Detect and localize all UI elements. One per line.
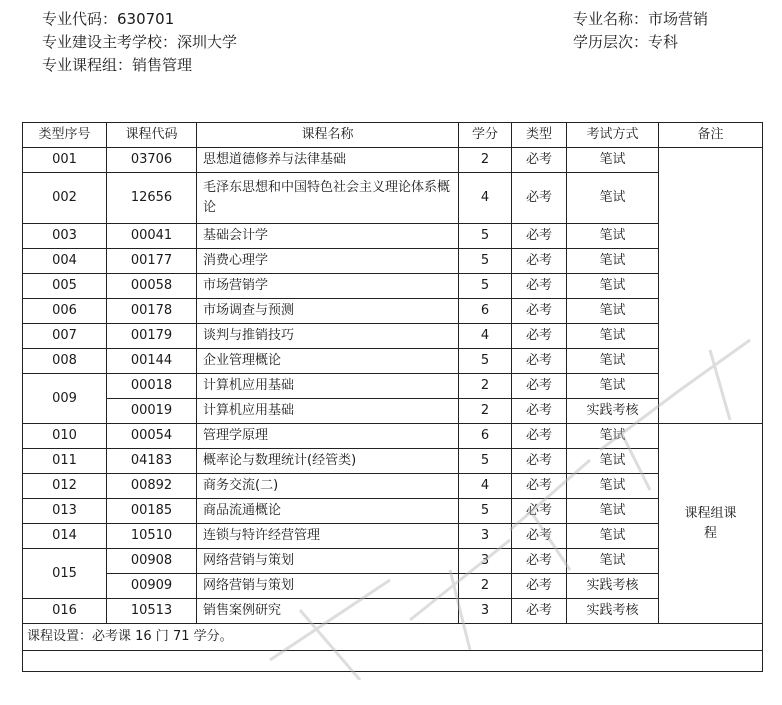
cell-type: 必考	[512, 324, 567, 349]
cell-code: 00892	[107, 474, 197, 499]
cell-type: 必考	[512, 173, 567, 224]
cell-exam: 笔试	[567, 299, 659, 324]
cell-code: 00185	[107, 499, 197, 524]
cell-credit: 4	[459, 173, 512, 224]
cell-seq: 005	[23, 274, 107, 299]
cell-code: 04183	[107, 449, 197, 474]
cell-type: 必考	[512, 274, 567, 299]
school: 专业建设主考学校：深圳大学	[42, 33, 238, 51]
col-header-code: 课程代码	[107, 123, 197, 148]
cell-seq: 016	[23, 599, 107, 624]
cell-name: 消费心理学	[197, 249, 459, 274]
cell-seq: 007	[23, 324, 107, 349]
cell-exam: 笔试	[567, 449, 659, 474]
table-row	[23, 173, 763, 224]
cell-code: 00054	[107, 424, 197, 449]
cell-name: 企业管理概论	[197, 349, 459, 374]
cell-seq: 013	[23, 499, 107, 524]
cell-exam: 笔试	[567, 499, 659, 524]
cell-type: 必考	[512, 524, 567, 549]
table-row	[23, 274, 763, 299]
cell-exam: 笔试	[567, 549, 659, 574]
cell-code: 00178	[107, 299, 197, 324]
cell-name: 基础会计学	[197, 224, 459, 249]
cell-credit: 6	[459, 299, 512, 324]
table-row	[23, 249, 763, 274]
table-header-row	[23, 123, 763, 148]
header-left	[42, 8, 237, 77]
cell-seq: 012	[23, 474, 107, 499]
cell-seq: 011	[23, 449, 107, 474]
cell-type: 必考	[512, 474, 567, 499]
cell-exam: 实践考核	[567, 574, 659, 599]
cell-seq: 008	[23, 349, 107, 374]
table-row	[23, 399, 763, 424]
cell-name: 计算机应用基础	[197, 399, 459, 424]
cell-remark-empty	[659, 148, 763, 424]
cell-type: 必考	[512, 299, 567, 324]
course-table	[22, 122, 763, 672]
empty-cell	[23, 651, 763, 672]
cell-code: 10510	[107, 524, 197, 549]
cell-name: 网络营销与策划	[197, 574, 459, 599]
cell-name: 计算机应用基础	[197, 374, 459, 399]
cell-code: 00179	[107, 324, 197, 349]
cell-exam: 笔试	[567, 224, 659, 249]
col-header-type: 类型	[512, 123, 567, 148]
cell-code: 00177	[107, 249, 197, 274]
summary-text: 课程设置：必考课 16 门 71 学分。	[23, 624, 763, 651]
major-code: 专业代码：630701	[42, 10, 175, 28]
table-row	[23, 574, 763, 599]
cell-name: 网络营销与策划	[197, 549, 459, 574]
cell-code: 00909	[107, 574, 197, 599]
cell-credit: 5	[459, 499, 512, 524]
cell-name: 销售案例研究	[197, 599, 459, 624]
education-level: 学历层次：专科	[573, 33, 679, 51]
cell-type: 必考	[512, 499, 567, 524]
table-row	[23, 474, 763, 499]
cell-name: 管理学原理	[197, 424, 459, 449]
cell-exam: 笔试	[567, 474, 659, 499]
cell-type: 必考	[512, 349, 567, 374]
cell-seq: 004	[23, 249, 107, 274]
cell-credit: 2	[459, 574, 512, 599]
col-header-name: 课程名称	[197, 123, 459, 148]
cell-code: 10513	[107, 599, 197, 624]
cell-credit: 3	[459, 549, 512, 574]
table-row	[23, 599, 763, 624]
cell-type: 必考	[512, 574, 567, 599]
cell-code: 12656	[107, 173, 197, 224]
cell-exam: 笔试	[567, 249, 659, 274]
table-row	[23, 524, 763, 549]
cell-credit: 4	[459, 474, 512, 499]
cell-exam: 笔试	[567, 173, 659, 224]
cell-type: 必考	[512, 449, 567, 474]
cell-code: 03706	[107, 148, 197, 173]
cell-credit: 5	[459, 224, 512, 249]
cell-credit: 5	[459, 274, 512, 299]
cell-name: 商品流通概论	[197, 499, 459, 524]
cell-code: 00041	[107, 224, 197, 249]
cell-seq: 001	[23, 148, 107, 173]
cell-name: 思想道德修养与法律基础	[197, 148, 459, 173]
empty-row	[23, 651, 763, 672]
cell-seq: 015	[23, 549, 107, 599]
cell-name: 毛泽东思想和中国特色社会主义理论体系概论	[197, 173, 459, 224]
cell-name: 概率论与数理统计(经管类)	[197, 449, 459, 474]
table-row	[23, 349, 763, 374]
table-row	[23, 424, 763, 449]
cell-exam: 实践考核	[567, 399, 659, 424]
cell-type: 必考	[512, 549, 567, 574]
header-right	[573, 8, 708, 54]
cell-type: 必考	[512, 249, 567, 274]
table-row	[23, 499, 763, 524]
cell-seq: 006	[23, 299, 107, 324]
cell-type: 必考	[512, 224, 567, 249]
col-header-exam: 考试方式	[567, 123, 659, 148]
cell-exam: 实践考核	[567, 599, 659, 624]
cell-credit: 3	[459, 599, 512, 624]
major-name: 专业名称：市场营销	[573, 10, 709, 28]
cell-credit: 2	[459, 374, 512, 399]
cell-seq: 009	[23, 374, 107, 424]
cell-name: 连锁与特许经营管理	[197, 524, 459, 549]
cell-name: 市场营销学	[197, 274, 459, 299]
cell-credit: 4	[459, 324, 512, 349]
cell-code: 00019	[107, 399, 197, 424]
cell-code: 00908	[107, 549, 197, 574]
cell-type: 必考	[512, 424, 567, 449]
cell-code: 00018	[107, 374, 197, 399]
table-row	[23, 324, 763, 349]
cell-type: 必考	[512, 599, 567, 624]
cell-credit: 2	[459, 399, 512, 424]
table-row	[23, 148, 763, 173]
cell-type: 必考	[512, 148, 567, 173]
cell-type: 必考	[512, 374, 567, 399]
cell-type: 必考	[512, 399, 567, 424]
cell-credit: 5	[459, 249, 512, 274]
cell-name: 商务交流(二)	[197, 474, 459, 499]
cell-exam: 笔试	[567, 324, 659, 349]
cell-exam: 笔试	[567, 349, 659, 374]
cell-code: 00058	[107, 274, 197, 299]
cell-name: 谈判与推销技巧	[197, 324, 459, 349]
cell-exam: 笔试	[567, 524, 659, 549]
table-row	[23, 374, 763, 399]
table-row	[23, 299, 763, 324]
cell-credit: 2	[459, 148, 512, 173]
cell-exam: 笔试	[567, 148, 659, 173]
cell-credit: 5	[459, 349, 512, 374]
cell-exam: 笔试	[567, 274, 659, 299]
cell-name: 市场调查与预测	[197, 299, 459, 324]
cell-exam: 笔试	[567, 374, 659, 399]
cell-exam: 笔试	[567, 424, 659, 449]
table-row	[23, 224, 763, 249]
cell-credit: 6	[459, 424, 512, 449]
table-row	[23, 449, 763, 474]
cell-seq: 002	[23, 173, 107, 224]
col-header-remark: 备注	[659, 123, 763, 148]
cell-credit: 3	[459, 524, 512, 549]
table-row	[23, 549, 763, 574]
summary-row	[23, 624, 763, 651]
col-header-seq: 类型序号	[23, 123, 107, 148]
cell-code: 00144	[107, 349, 197, 374]
col-header-credit: 学分	[459, 123, 512, 148]
cell-remark-group: 课程组课程	[659, 424, 763, 624]
course-group: 专业课程组：销售管理	[42, 56, 193, 74]
cell-seq: 010	[23, 424, 107, 449]
cell-seq: 003	[23, 224, 107, 249]
cell-credit: 5	[459, 449, 512, 474]
cell-seq: 014	[23, 524, 107, 549]
